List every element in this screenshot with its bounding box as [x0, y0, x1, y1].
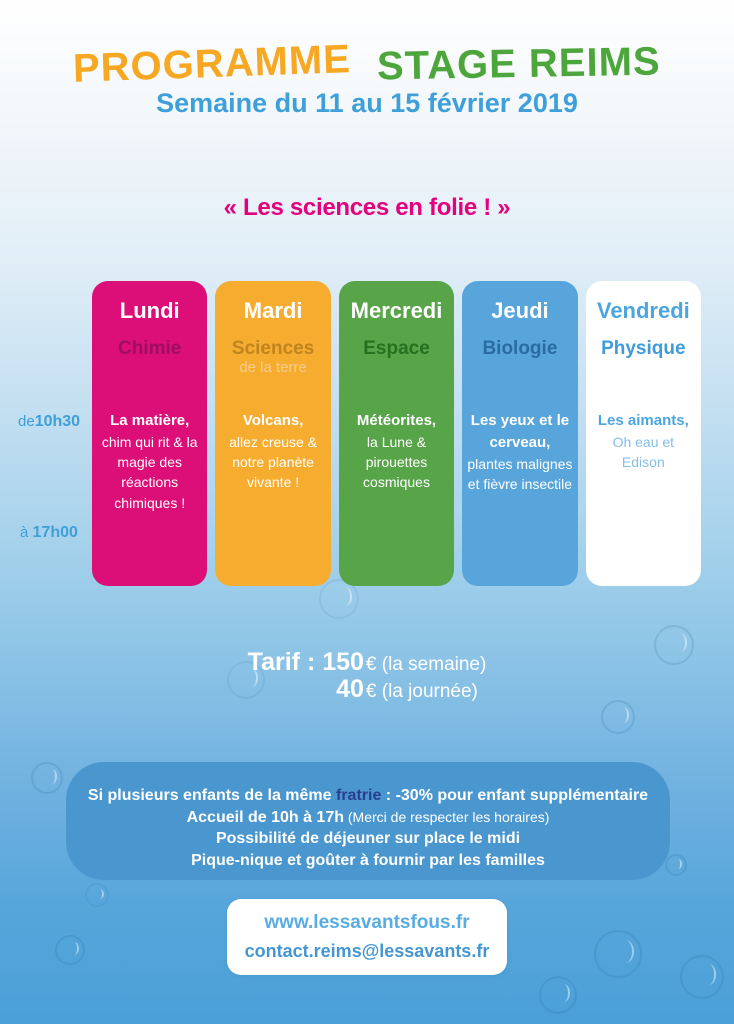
day-description: [96, 410, 203, 513]
bubble-decoration: [601, 700, 635, 734]
week-subtitle: Semaine du 11 au 15 février 2019: [156, 88, 578, 118]
day-description: [219, 410, 326, 493]
day-subject: Sciences: [231, 338, 315, 359]
practical-info-box: [66, 762, 670, 880]
time-end-value: 17h00: [32, 524, 78, 541]
info-line-discount-highlight: fratrie: [336, 787, 382, 804]
day-column-mardi: [215, 281, 330, 586]
price-day-amount: 40: [336, 675, 364, 703]
time-start-label: [18, 413, 80, 431]
day-description: [343, 410, 450, 493]
bubble-decoration: [31, 762, 63, 794]
info-line-discount-post: : -30% pour enfant supplémentaire: [381, 787, 649, 804]
day-subject: Physique: [601, 338, 686, 359]
info-line-hours-bold: Accueil de 10h à 17h: [186, 808, 344, 826]
day-subject: Espace: [363, 338, 430, 359]
day-column-jeudi: [462, 281, 577, 586]
day-description-body: la Lune & pirouettes cosmiques: [363, 433, 430, 491]
bubble-decoration: [654, 625, 694, 665]
day-column-vendredi: [586, 281, 701, 586]
poster-title-programme: PROGRAMME: [72, 37, 352, 91]
website-link: www.lessavantsfous.fr: [264, 912, 470, 933]
day-description-body: plantes malignes et fièvre insectile: [467, 455, 573, 492]
bubble-decoration: [85, 883, 109, 907]
day-description-lead: Les aimants,: [597, 412, 689, 429]
price-week-amount: Tarif : 150: [247, 648, 364, 676]
time-end-label: [20, 524, 78, 542]
day-description-body: allez creuse & notre planète vivante !: [229, 433, 318, 491]
poster-title-stage-reims: STAGE REIMS: [376, 39, 662, 89]
day-subject: Biologie: [482, 338, 558, 359]
info-line-discount: [66, 785, 670, 807]
bubble-decoration: [680, 955, 724, 999]
day-description-body: Oh eau et Edison: [612, 433, 675, 471]
day-description-lead: Météorites,: [356, 412, 437, 429]
info-line-lunch: Possibilité de déjeuner sur place le midi: [215, 830, 521, 847]
day-description: [590, 410, 697, 472]
time-end-prefix: à: [20, 524, 29, 541]
time-start-value: 10h30: [34, 413, 81, 430]
day-description-lead: La matière,: [110, 412, 190, 429]
info-line-picnic: Pique-nique et goûter à fournir par les familles: [191, 851, 545, 869]
info-line-hours-note: (Merci de respecter les horaires): [344, 808, 550, 825]
day-subject: Chimie: [118, 338, 182, 359]
bubble-decoration: [539, 976, 577, 1014]
day-description-lead: Volcans,: [242, 412, 304, 429]
time-start-prefix: de: [18, 413, 35, 430]
day-name: Vendredi: [596, 298, 690, 323]
info-line-discount-pre: Si plusieurs enfants de la même: [87, 787, 336, 804]
schedule-columns: [92, 281, 701, 586]
contact-card: [227, 899, 507, 975]
pricing-block: [248, 649, 487, 703]
price-day-detail: € (la journée): [365, 681, 478, 702]
info-line-hours: [66, 807, 670, 829]
day-subject-sub: de la terre: [239, 359, 307, 376]
day-column-lundi: [92, 281, 207, 586]
email-link: contact.reims@lessavants.fr: [244, 941, 490, 961]
day-name: Mercredi: [350, 298, 443, 323]
day-description-lead: Les yeux et le cerveau,: [470, 412, 570, 451]
day-column-mercredi: [339, 281, 454, 586]
day-name: Mardi: [243, 298, 303, 323]
bubble-decoration: [55, 935, 85, 965]
theme-tagline: « Les sciences en folie ! »: [223, 194, 511, 221]
price-week-detail: € (la semaine): [365, 654, 487, 675]
poster-title: [0, 37, 734, 91]
bubble-decoration: [594, 930, 642, 978]
day-description-body: chim qui rit & la magie des réactions chimiques !: [101, 433, 198, 511]
day-name: Lundi: [119, 298, 180, 323]
day-name: Jeudi: [491, 298, 549, 323]
day-description: [466, 410, 573, 494]
